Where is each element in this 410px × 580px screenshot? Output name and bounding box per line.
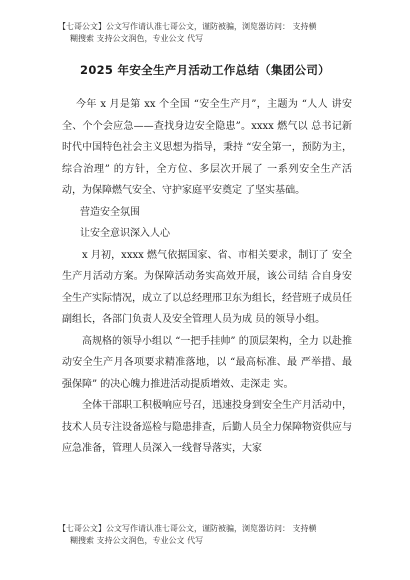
paragraph-intro: 今年 x 月是第 xx 个全国 “安全生产月”，主题为 “人人 讲安全、个个会应急——查找身边安全隐患”。xxxx 燃气以 总书记新时代中国特色社会主义思想为指导，秉持 “安全第一，预防为主，综合治理” 的方针，全方位、多层次开展了 一系列安全生产活动，为保障燃气安全、守护家庭平安奠定 了坚实基础。 xyxy=(62,99,352,196)
section-heading: 营造安全氛围 xyxy=(80,206,140,218)
footer-banner xyxy=(58,523,378,547)
header-banner-line-2: 糊搜索 支持公文润色，专业公文 代写 xyxy=(70,34,204,43)
document-body xyxy=(62,94,352,460)
document-title: 2025 年安全生产月活动工作总结（集团公司） xyxy=(80,63,330,77)
paragraph-leadership: 高规格的领导小组以 “一把手挂帅” 的顶层架构，全力 以赴推动安全生产月各项要求精准落地，以 “最高标准、最 严举措、最强保障” 的决心魄力推进活动提质增效、走深走 实。 xyxy=(62,335,352,390)
paragraph-staff: 全体干部职工积极响应号召，迅速投身到安全生产月活动中，技术人员专注设备巡检与隐患排查，后勤人员全力保障物资供应与应急准备，管理人员深入一线督导落实，大家 xyxy=(62,400,352,454)
section-subheading: 让安全意识深入人心 xyxy=(80,228,170,239)
header-banner-line-1: 【七哥公文】公文写作请认准七哥公文，谨防被骗，浏览器访问： 支持横 xyxy=(58,22,317,31)
paragraph-plan: x 月初，xxxx 燃气依据国家、省、市相关要求，制订了 安全生产月活动方案。为保障活动务实高效开展，该公司结 合自身安全生产实际情况，成立了以总经理邢卫东为组长，经营班子成员任副组长，各部门负责人及安全管理人员为成 员的领导小组。 xyxy=(62,249,352,325)
footer-banner-line-1: 【七哥公文】公文写作请认准七哥公文，谨防被骗，浏览器访问： 支持横 xyxy=(58,524,317,533)
footer-banner-line-2: 糊搜索 支持公文润色，专业公文 代写 xyxy=(70,536,204,545)
header-banner xyxy=(58,21,378,45)
